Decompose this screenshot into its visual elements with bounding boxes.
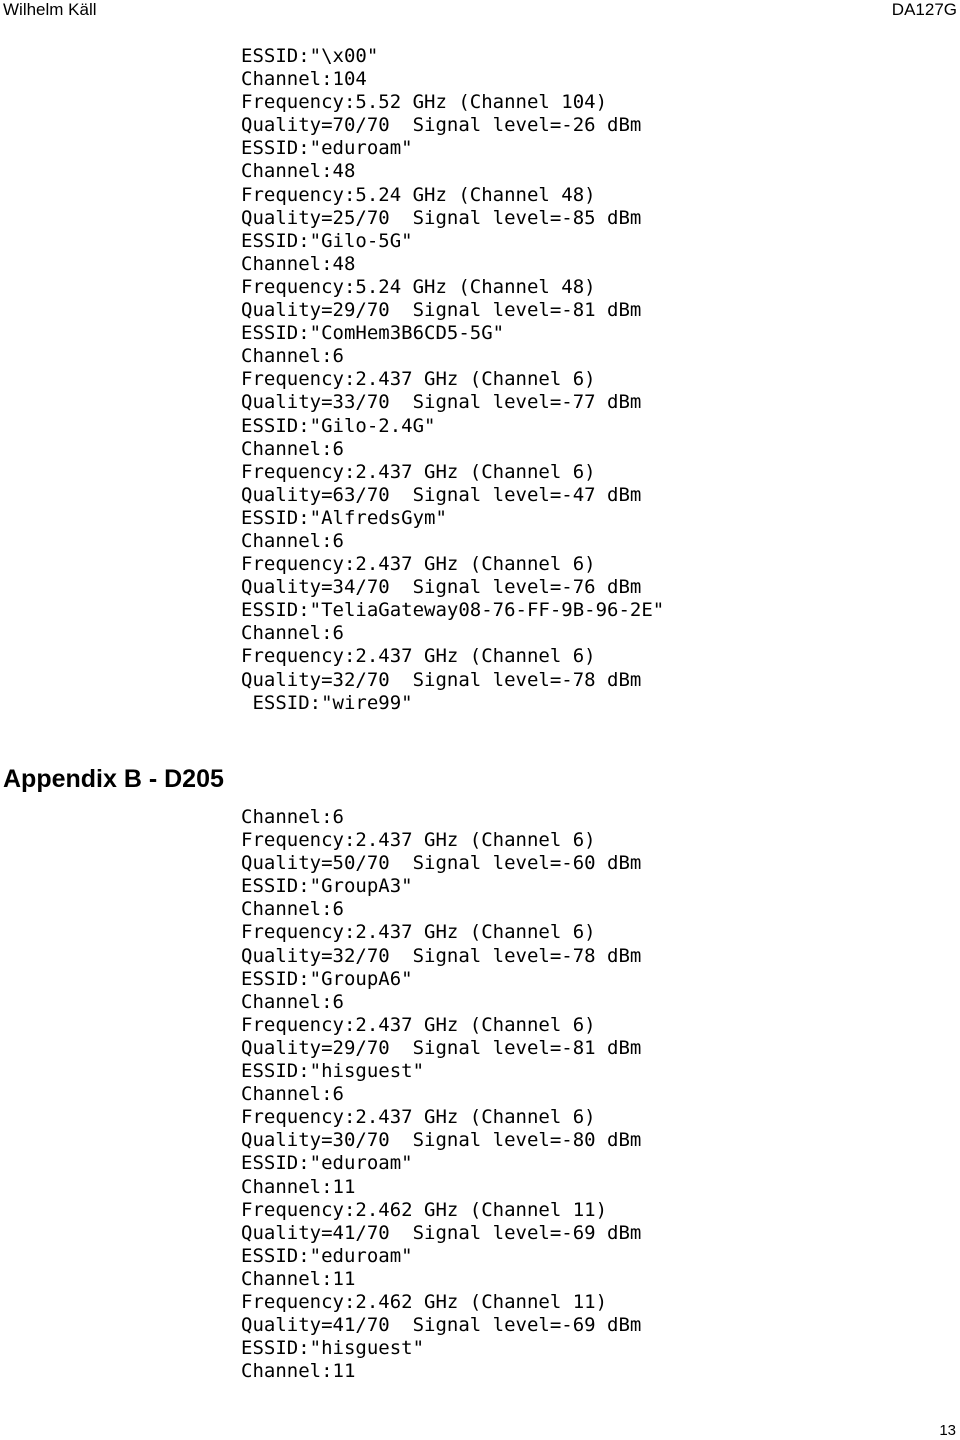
scan-line: Quality=41/70 Signal level=-69 dBm [241, 1314, 642, 1337]
scan-line: Quality=29/70 Signal level=-81 dBm [241, 299, 642, 322]
scan-line: ESSID:"GroupA6" [241, 967, 413, 990]
scan-line: ESSID:"Gilo-2.4G" [241, 414, 436, 437]
scan-line: Frequency:2.437 GHz (Channel 6) [241, 553, 596, 576]
scan-line: Frequency:2.437 GHz (Channel 6) [241, 460, 596, 483]
scan-line: Frequency:2.437 GHz (Channel 6) [241, 921, 596, 944]
scan-line: Channel:6 [241, 898, 344, 921]
scan-line: Channel:6 [241, 622, 344, 645]
scan-line: Channel:11 [241, 1175, 356, 1198]
scan-line: ESSID:"AlfredsGym" [241, 506, 447, 529]
scan-line: Frequency:2.437 GHz (Channel 6) [241, 829, 596, 852]
scan-line: Quality=25/70 Signal level=-85 dBm [241, 206, 642, 229]
scan-line: Channel:11 [241, 1267, 356, 1290]
scan-line: Quality=63/70 Signal level=-47 dBm [241, 483, 642, 506]
scan-line: Quality=50/70 Signal level=-60 dBm [241, 852, 642, 875]
scan-line: Channel:11 [241, 1360, 356, 1383]
scan-listing-bottom [241, 806, 641, 1383]
scan-line: Frequency:2.437 GHz (Channel 6) [241, 1106, 596, 1129]
scan-line: Channel:48 [241, 160, 356, 183]
scan-line: Channel:6 [241, 806, 344, 828]
scan-line: Frequency:2.437 GHz (Channel 6) [241, 645, 596, 668]
scan-line: Frequency:5.24 GHz (Channel 48) [241, 183, 596, 206]
scan-line: Channel:104 [241, 68, 367, 91]
scan-line: Frequency:2.462 GHz (Channel 11) [241, 1290, 608, 1313]
scan-line: Frequency:2.462 GHz (Channel 11) [241, 1198, 608, 1221]
scan-line: Quality=41/70 Signal level=-69 dBm [241, 1221, 642, 1244]
scan-listing-top [241, 45, 664, 715]
scan-line: ESSID:"hisguest" [241, 1060, 425, 1083]
scan-line: ESSID:"wire99" [241, 691, 413, 714]
scan-line: ESSID:"TeliaGateway08-76-FF-9B-96-2E" [241, 599, 665, 622]
scan-line: Channel:6 [241, 529, 344, 552]
scan-line: Quality=32/70 Signal level=-78 dBm [241, 944, 642, 967]
scan-line: ESSID:"hisguest" [241, 1337, 425, 1360]
scan-line: Quality=70/70 Signal level=-26 dBm [241, 114, 642, 137]
scan-line: Channel:6 [241, 990, 344, 1013]
scan-line: Channel:6 [241, 1083, 344, 1106]
scan-line: Frequency:2.437 GHz (Channel 6) [241, 1013, 596, 1036]
header-author: Wilhelm Käll [3, 0, 97, 19]
scan-line: Frequency:5.52 GHz (Channel 104) [241, 91, 608, 114]
header-course-code: DA127G [891, 0, 957, 19]
scan-line: Quality=32/70 Signal level=-78 dBm [241, 668, 642, 691]
scan-line: ESSID:"Gilo-5G" [241, 229, 413, 252]
scan-line: Quality=30/70 Signal level=-80 dBm [241, 1129, 642, 1152]
scan-line: Frequency:5.24 GHz (Channel 48) [241, 275, 596, 298]
section-title: Appendix B - D205 [3, 765, 224, 793]
scan-line: Frequency:2.437 GHz (Channel 6) [241, 368, 596, 391]
scan-line: Channel:6 [241, 345, 344, 368]
scan-line: Channel:6 [241, 437, 344, 460]
scan-line: Quality=29/70 Signal level=-81 dBm [241, 1036, 642, 1059]
scan-line: Quality=34/70 Signal level=-76 dBm [241, 576, 642, 599]
scan-line: ESSID:"GroupA3" [241, 875, 413, 898]
page-number: 13 [939, 1422, 956, 1439]
scan-line: ESSID:"\x00" [241, 45, 379, 67]
scan-line: ESSID:"ComHem3B6CD5-5G" [241, 322, 505, 345]
scan-line: Quality=33/70 Signal level=-77 dBm [241, 391, 642, 414]
scan-line: ESSID:"eduroam" [241, 1152, 413, 1175]
scan-line: ESSID:"eduroam" [241, 1244, 413, 1267]
scan-line: ESSID:"eduroam" [241, 137, 413, 160]
scan-line: Channel:48 [241, 252, 356, 275]
